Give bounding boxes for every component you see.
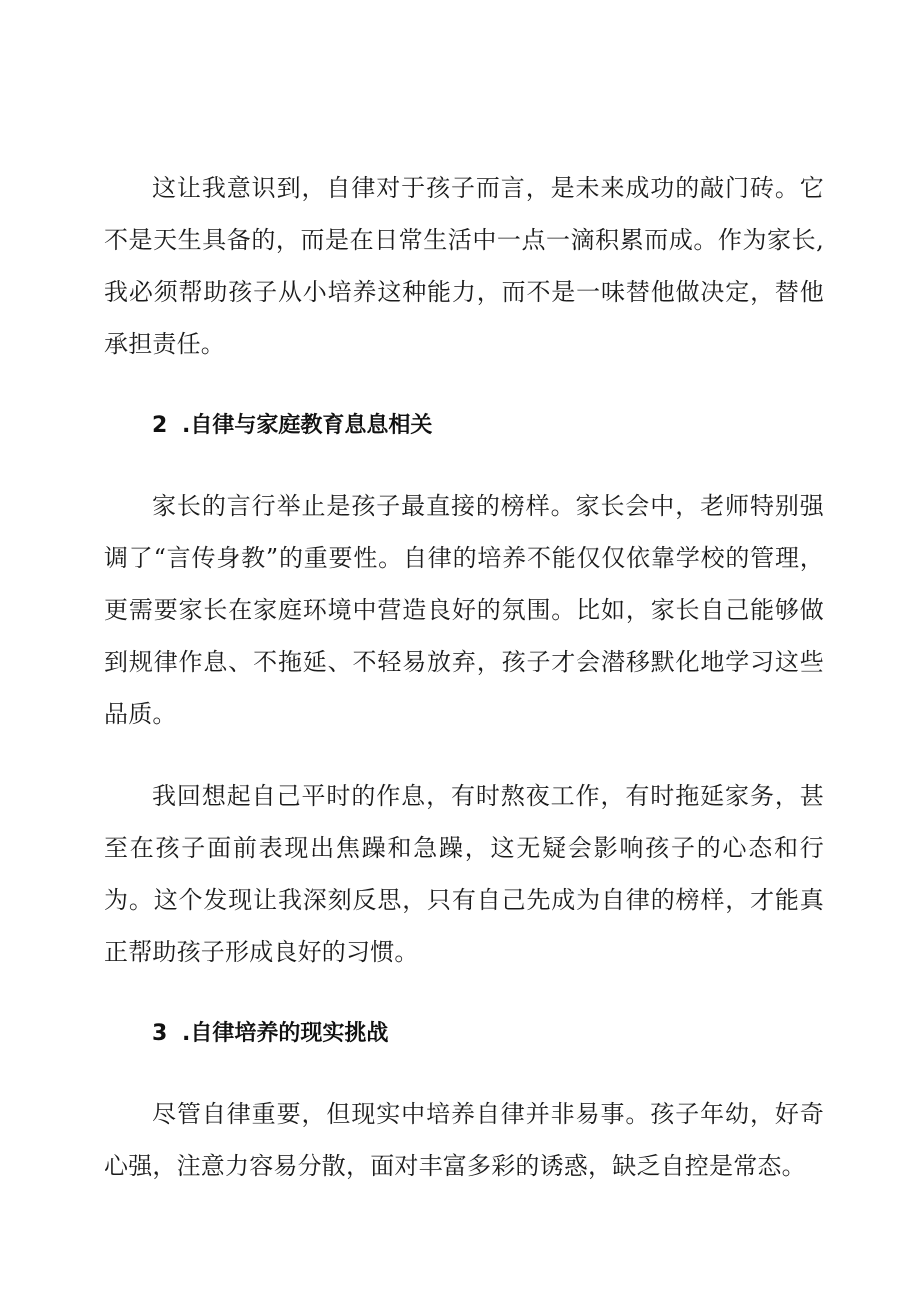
section-number: 2 <box>152 413 168 438</box>
spacer <box>104 740 824 770</box>
spacer <box>104 370 824 400</box>
paragraph-real-challenges: 尽管自律重要，但现实中培养自律并非易事。孩子年幼，好奇心强，注意力容易分散，面对丰富多彩的诱惑，缺乏自控是常态。 <box>104 1100 824 1180</box>
paragraph-self-discipline-key: 这让我意识到，自律对于孩子而言，是未来成功的敲门砖。它不是天生具备的，而是在日常生活中一点一滴积累而成。作为家长,我必须帮助孩子从小培养这种能力，而不是一味替他做决定，替他承担责任。 <box>104 174 824 358</box>
section-number: 3 <box>152 1021 168 1046</box>
section-title: .自律培养的现实挑战 <box>182 1021 389 1046</box>
paragraph-parent-role-model: 家长的言行举止是孩子最直接的榜样。家长会中，老师特别强调了“言传身教”的重要性。自律的培养不能仅仅依靠学校的管理，更需要家长在家庭环境中营造良好的氛围。比如，家长自己能够做到规律作息、不拖延、不轻易放弃，孩子才会潜移默化地学习这些品质。 <box>104 492 824 728</box>
section-heading-3 <box>104 1008 824 1060</box>
section-heading-2 <box>104 400 824 452</box>
spacer <box>104 452 824 480</box>
paragraph-self-reflection: 我回想起自己平时的作息，有时熬夜工作，有时拖延家务，甚至在孩子面前表现出焦躁和急躁，这无疑会影响孩子的心态和行为。这个发现让我深刻反思，只有自己先成为自律的榜样，才能真正帮助孩子形成良好的习惯。 <box>104 782 824 966</box>
spacer <box>104 1060 824 1088</box>
document-body <box>104 162 824 1192</box>
spacer <box>104 978 824 1008</box>
section-title: .自律与家庭教育息息相关 <box>182 413 433 438</box>
